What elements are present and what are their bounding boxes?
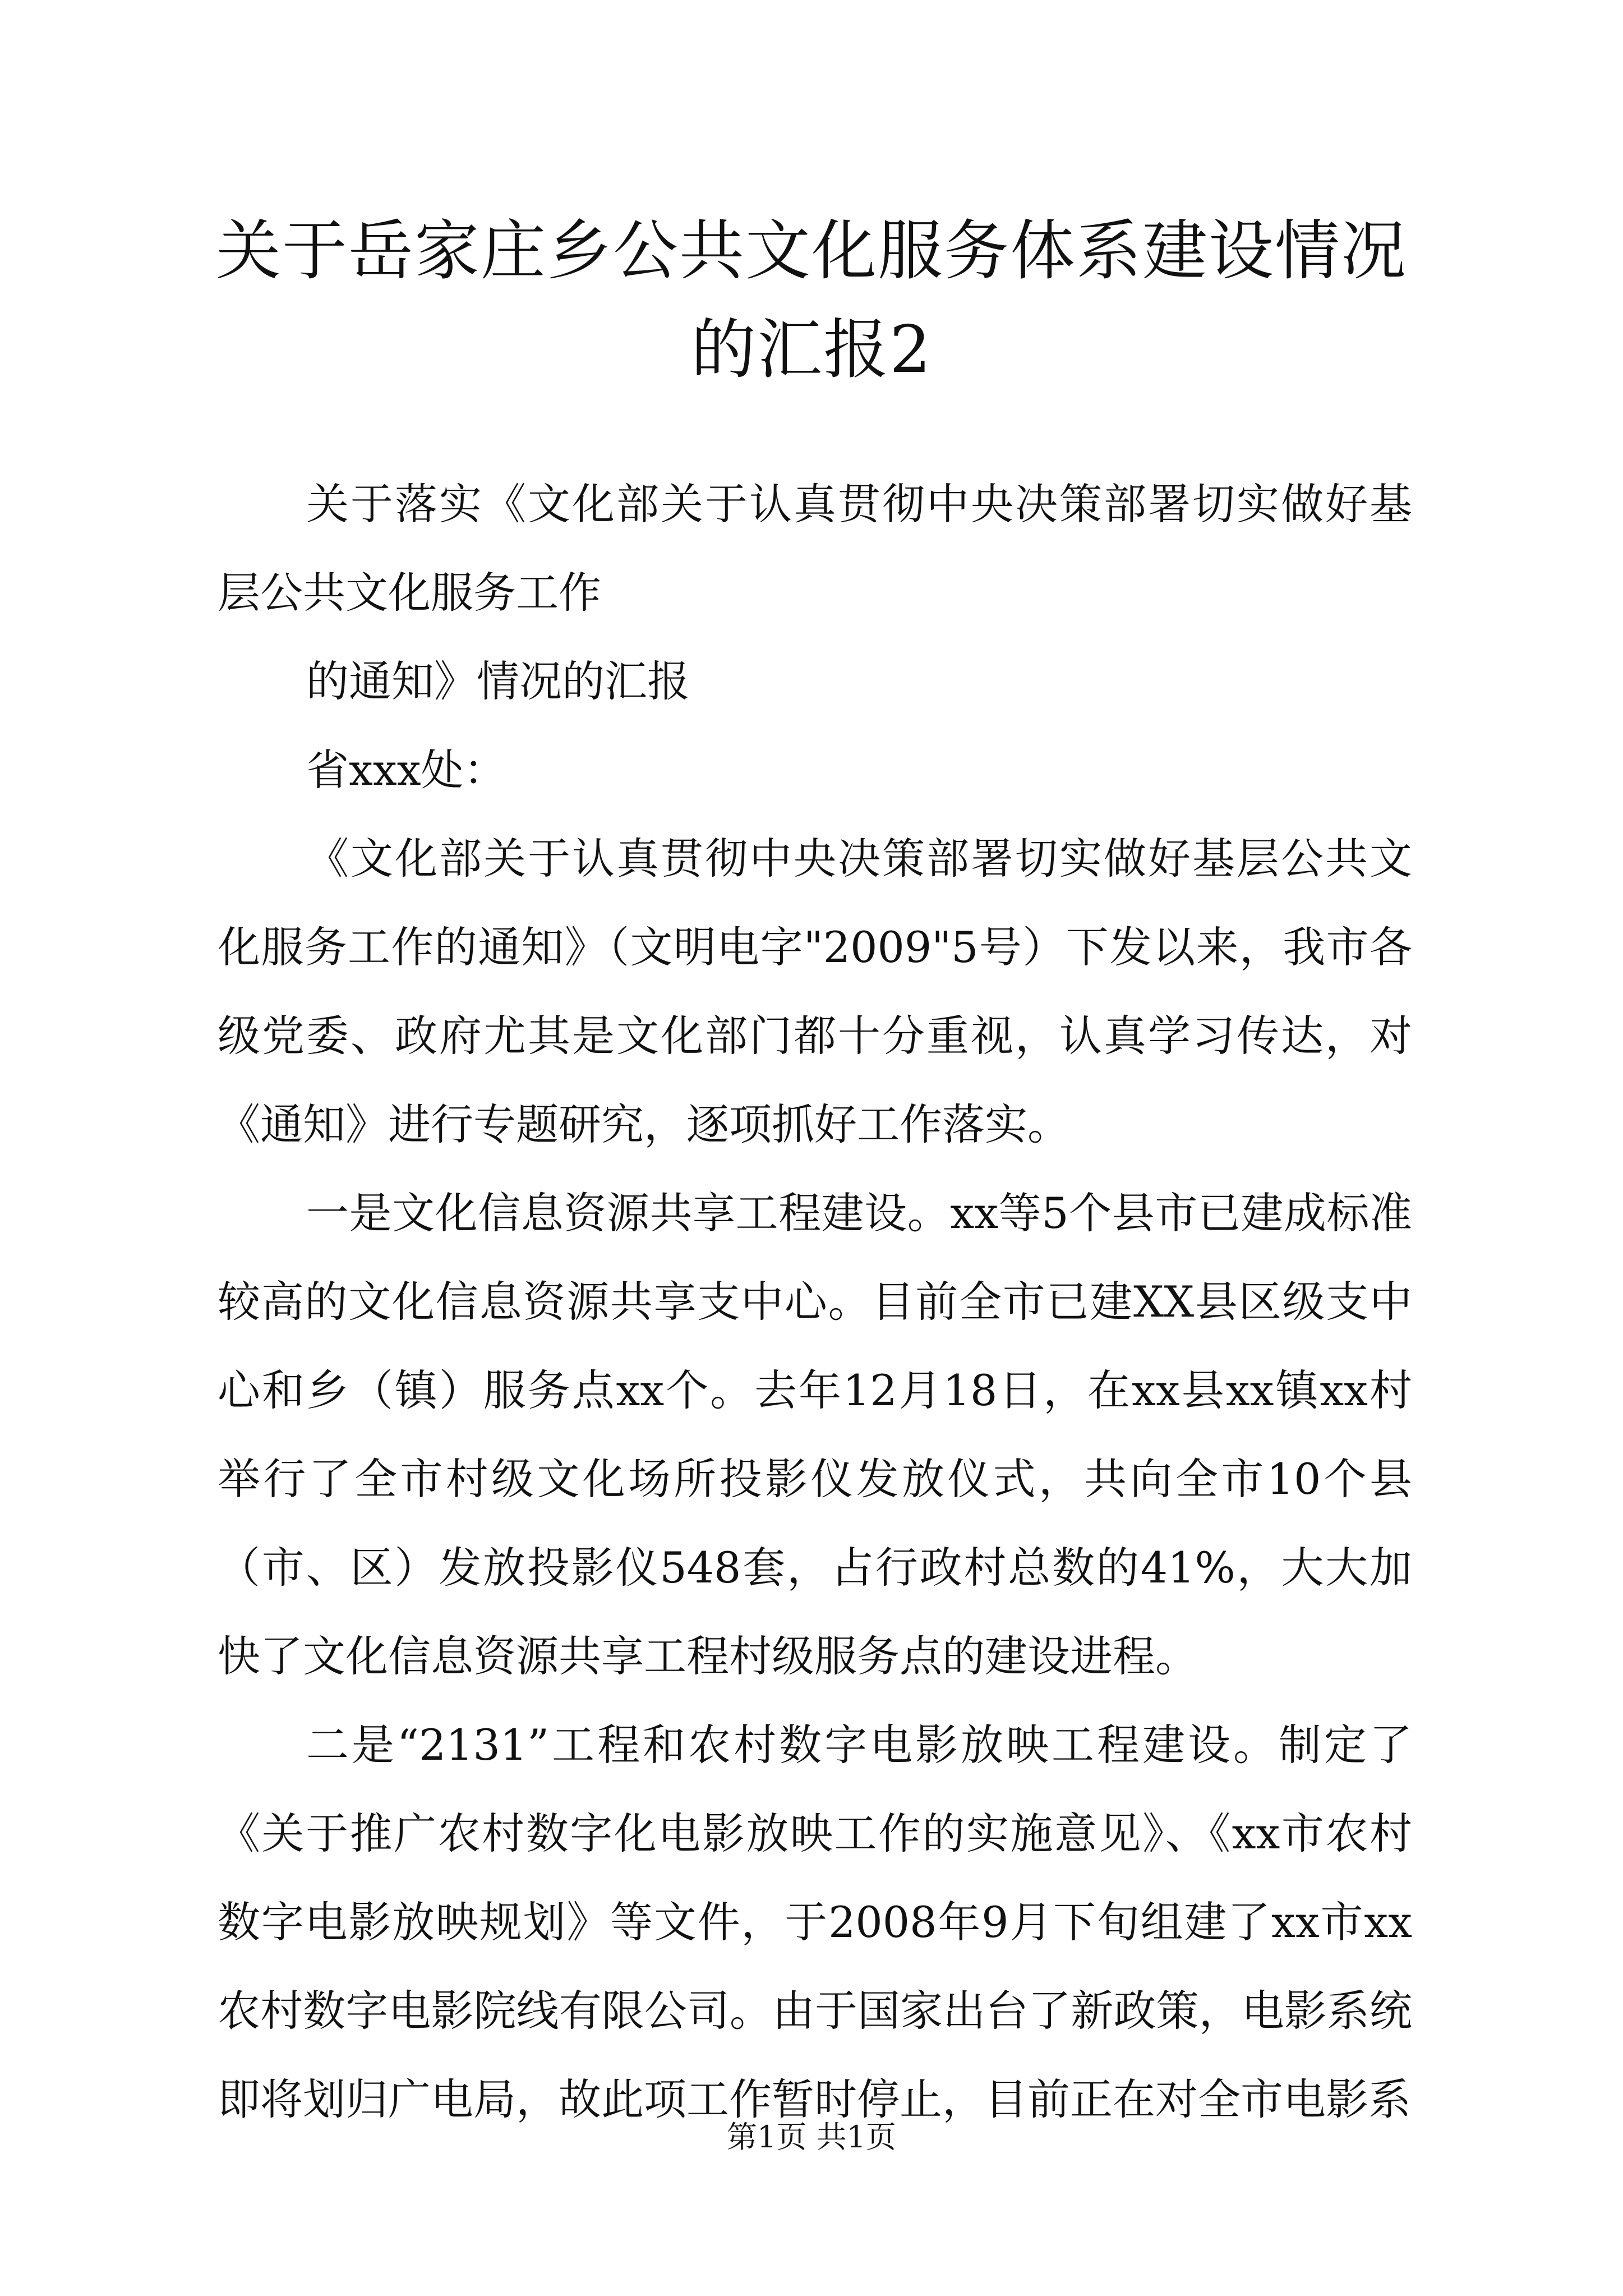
- paragraph-subject-line-1: 关于落实《文化部关于认真贯彻中央决策部署切实做好基层公共文化服务工作: [218, 479, 1412, 618]
- paragraph-point-one: 一是文化信息资源共享工程建设。xx等5个县市已建成标准较高的文化信息资源共享支中心。目前全市已建XX县区级支中心和乡（镇）服务点xx个。去年12月18日，在xx县xx镇xx村举行了全市村级文化场所投影仪发放仪式，共向全市10个县（市、区）发放投影仪548套，占行政村总数的41%，大大加快了文化信息资源共享工程村级服务点的建设进程。: [218, 1188, 1412, 1681]
- document-title: 关于岳家庄乡公共文化服务体系建设情况的汇报2: [216, 213, 1407, 388]
- paragraph-subject-line-2: 的通知》情况的汇报: [306, 656, 690, 706]
- paragraph-point-two: 二是“2131”工程和农村数字电影放映工程建设。制定了《关于推广农村数字化电影放映工作的实施意见》、《xx市农村数字电影放映规划》等文件，于2008年9月下旬组建了xx市xx农村数字电影院线有限公司。由于国家出台了新政策，电影系统即将划归广电局，故此项工作暂时停止，目前正在对全市电影系: [218, 1720, 1412, 2124]
- paragraph-addressee: 省xxx处：: [306, 745, 506, 795]
- page-footer: 第1页 共1页: [727, 2119, 896, 2155]
- document-body: [218, 460, 1412, 2144]
- paragraph-introduction: 《文化部关于认真贯彻中央决策部署切实做好基层公共文化服务工作的通知》（文明电字"2009"5号）下发以来，我市各级党委、政府尤其是文化部门都十分重视，认真学习传达，对《通知》进行专题研究，逐项抓好工作落实。: [218, 834, 1412, 1149]
